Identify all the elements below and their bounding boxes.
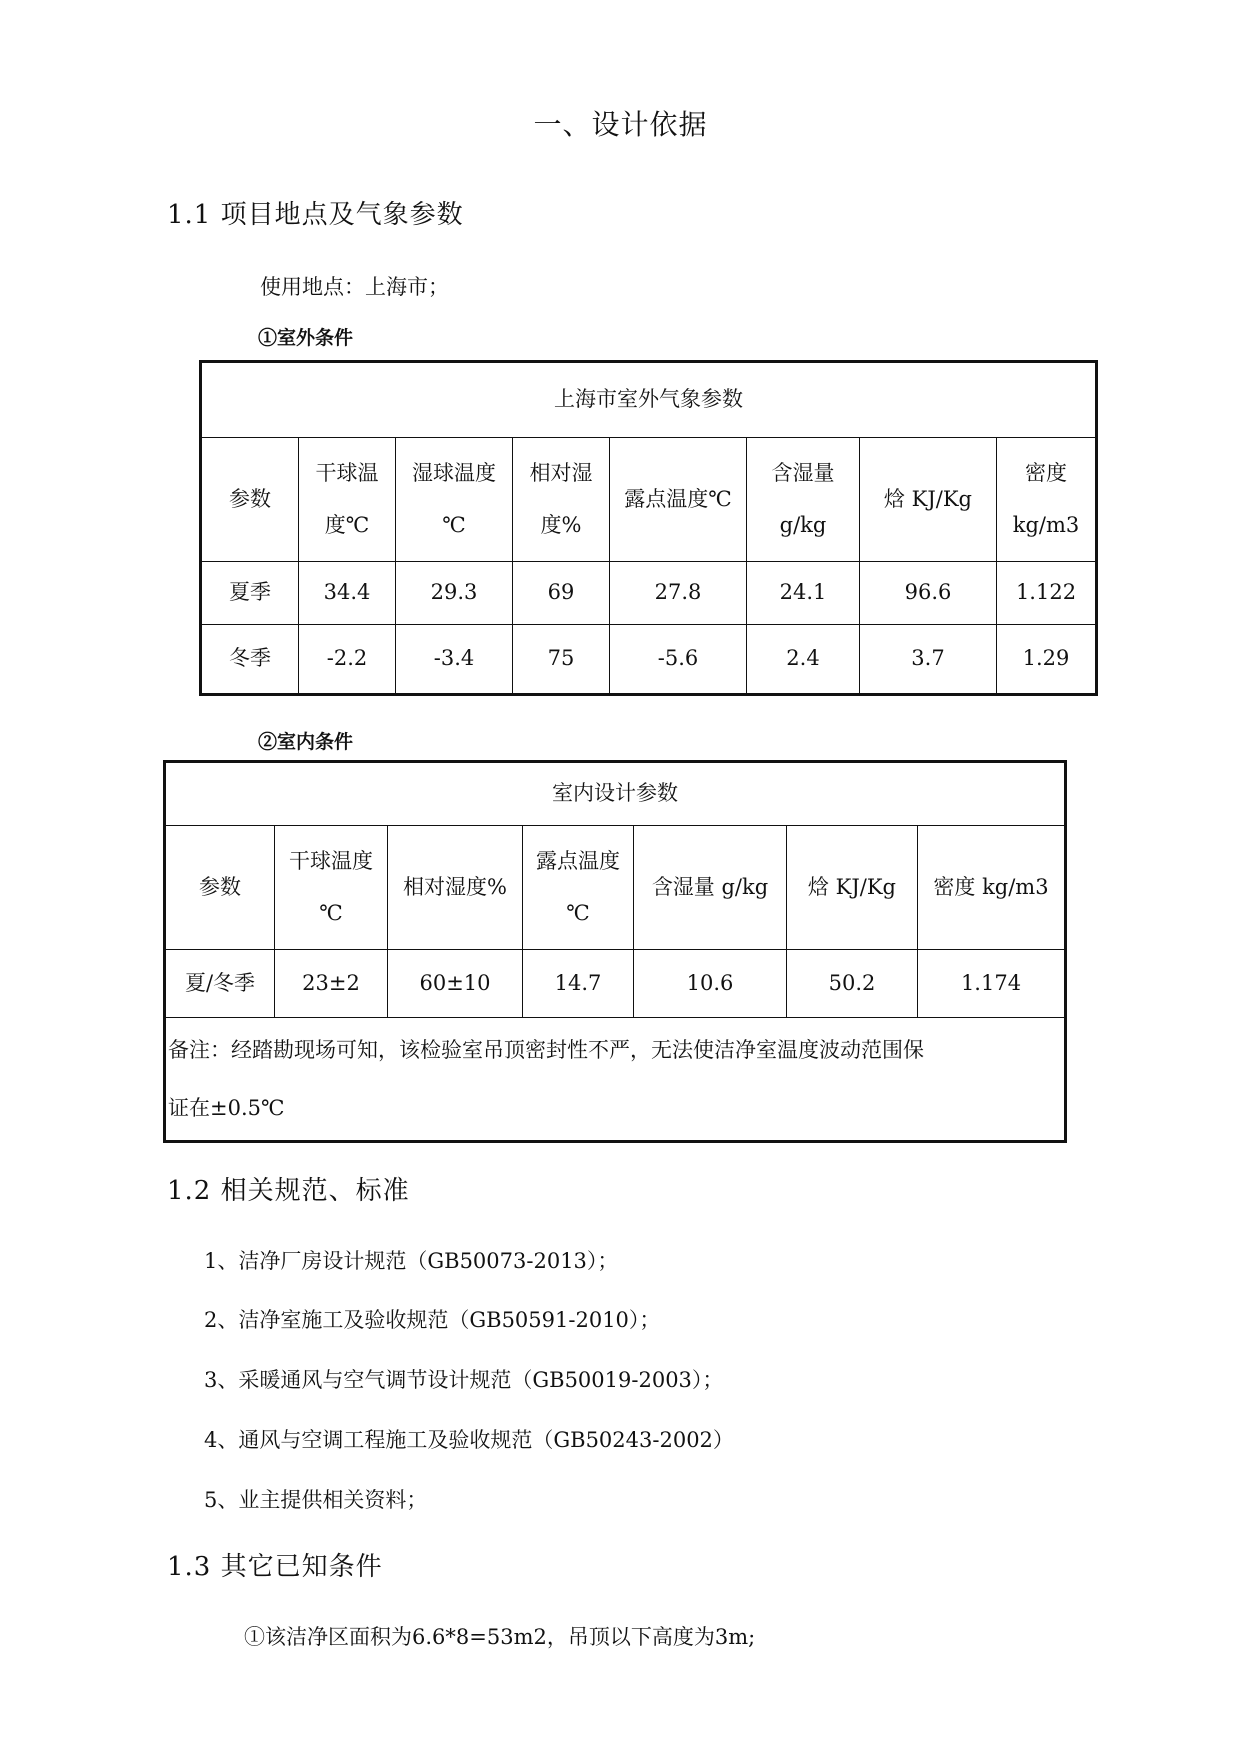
indoor-conditions-label: ②室内条件 — [258, 731, 354, 753]
indoor-parameters-table — [163, 760, 1067, 1143]
table-cell: 27.8 — [610, 562, 747, 625]
table-cell: 夏季 — [201, 562, 299, 625]
section-heading-1-2: 1.2 相关规范、标准 — [167, 1176, 410, 1206]
header-cell: 露点温度 ℃ — [523, 826, 634, 950]
table-cell: -2.2 — [299, 625, 396, 695]
table-cell: 69 — [513, 562, 610, 625]
table-cell: 50.2 — [787, 950, 918, 1018]
table-cell: 10.6 — [634, 950, 787, 1018]
table-note: 备注：经踏勘现场可知，该检验室吊顶密封性不严，无法使洁净室温度波动范围保 证在±0.5℃ — [165, 1018, 1066, 1142]
location-text: 使用地点：上海市； — [260, 275, 449, 299]
table-cell: 3.7 — [860, 625, 997, 695]
header-cell: 湿球温度 ℃ — [396, 438, 513, 562]
header-cell: 露点温度℃ — [610, 438, 747, 562]
table-cell: 75 — [513, 625, 610, 695]
page-title: 一、设计依据 — [533, 108, 708, 141]
standard-item: 1、洁净厂房设计规范（GB50073-2013）； — [204, 1249, 619, 1273]
header-cell: 密度 kg/m3 — [918, 826, 1066, 950]
table-cell: 1.174 — [918, 950, 1066, 1018]
header-cell: 含湿量 g/kg — [634, 826, 787, 950]
table-row — [201, 562, 1097, 625]
table-cell: -3.4 — [396, 625, 513, 695]
table-cell: 1.29 — [997, 625, 1097, 695]
outdoor-conditions-label: ①室外条件 — [258, 327, 354, 349]
table-cell: 冬季 — [201, 625, 299, 695]
table-cell: 29.3 — [396, 562, 513, 625]
standard-item: 5、业主提供相关资料； — [204, 1488, 428, 1512]
standard-item: 4、通风与空调工程施工及验收规范（GB50243-2002） — [204, 1428, 734, 1452]
header-cell: 干球温度 ℃ — [275, 826, 388, 950]
table-row — [165, 950, 1066, 1018]
table-cell: 24.1 — [747, 562, 860, 625]
table-cell: -5.6 — [610, 625, 747, 695]
section-heading-1-1: 1.1 项目地点及气象参数 — [167, 200, 464, 230]
header-cell: 参数 — [165, 826, 275, 950]
table-cell: 34.4 — [299, 562, 396, 625]
header-cell: 焓 KJ/Kg — [860, 438, 997, 562]
section-heading-1-3: 1.3 其它已知条件 — [167, 1552, 383, 1582]
table-cell: 1.122 — [997, 562, 1097, 625]
table-cell: 14.7 — [523, 950, 634, 1018]
header-cell: 相对湿 度% — [513, 438, 610, 562]
table-caption: 上海市室外气象参数 — [201, 362, 1097, 438]
header-cell: 相对湿度% — [388, 826, 523, 950]
header-cell: 焓 KJ/Kg — [787, 826, 918, 950]
table-cell: 23±2 — [275, 950, 388, 1018]
outdoor-parameters-table — [199, 360, 1098, 696]
header-cell: 含湿量 g/kg — [747, 438, 860, 562]
standard-item: 3、采暖通风与空气调节设计规范（GB50019-2003）； — [204, 1368, 724, 1392]
header-cell: 干球温 度℃ — [299, 438, 396, 562]
header-cell: 参数 — [201, 438, 299, 562]
header-cell: 密度 kg/m3 — [997, 438, 1097, 562]
table-cell: 96.6 — [860, 562, 997, 625]
known-condition-item: ①该洁净区面积为6.6*8=53m2，吊顶以下高度为3m; — [244, 1625, 756, 1649]
table-cell: 60±10 — [388, 950, 523, 1018]
table-row — [201, 625, 1097, 695]
table-cell: 2.4 — [747, 625, 860, 695]
table-cell: 夏/冬季 — [165, 950, 275, 1018]
table-caption: 室内设计参数 — [165, 762, 1066, 826]
standard-item: 2、洁净室施工及验收规范（GB50591-2010）； — [204, 1308, 661, 1332]
